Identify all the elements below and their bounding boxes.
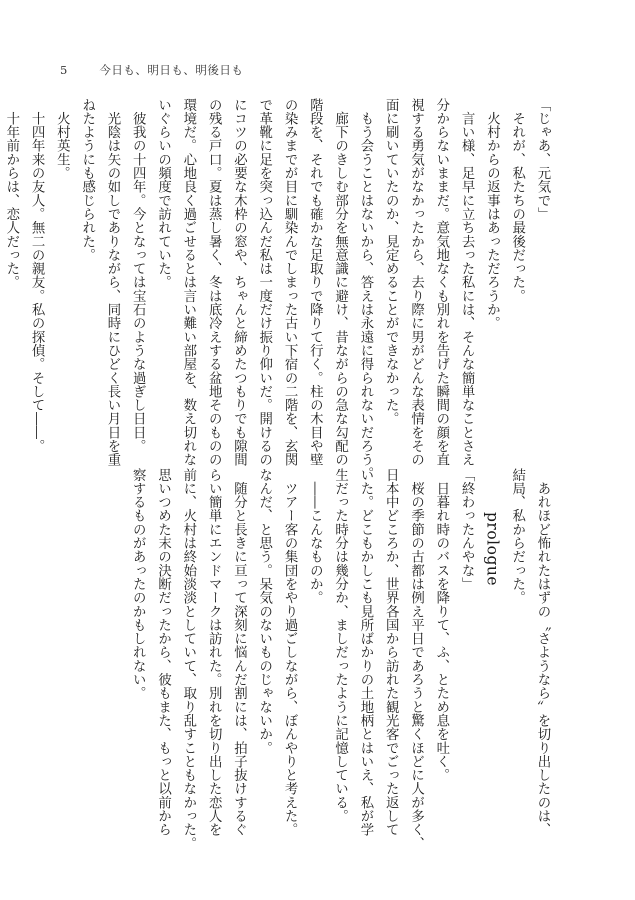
text-line: 生だった時分は幾分か、ましだったように記憶している。 [332, 468, 348, 823]
text-line: 面に刷いていたのか、見定めることができなかった。 [383, 98, 399, 426]
text-line: もう会うことはないから、答えは永遠に得られないだろう。 [357, 98, 373, 481]
epigraph-line: 結局、私からだった。 [509, 468, 525, 605]
text-line: 階段を、それでも確かな足取りで降りて行く。柱の木目や壁 [307, 98, 323, 467]
text-line: 「じゃあ、元気で」 [535, 98, 550, 221]
text-line: 十年前からは、恋人だった。 [3, 98, 19, 290]
text-line: 視する勇気がなかったから、去り際に男がどんな表情をその [408, 98, 424, 467]
text-line: いぐらいの頻度で訪れていた。 [155, 98, 171, 290]
text-line: ねたようにも感じられた。 [79, 98, 95, 262]
text-line: 彼我の十四年。今となっては宝石のような過ぎし日日。 [130, 98, 146, 453]
text-line: ――こんなものか。 [307, 468, 323, 605]
text-line: 日暮れ時のバスを降りて、ふ、とため息を吐く。 [433, 468, 449, 782]
text-line: 火村からの返事はあっただろうか。 [484, 98, 500, 331]
chapter-text-lower [125, 468, 555, 850]
chapter-text-upper [0, 98, 555, 480]
text-line: の残る戸口。夏は蒸し暑く、冬は底冷えする盆地そのものの [206, 98, 222, 467]
text-line: 随分と長きに亘って深刻に悩んだ割には、拍子抜けするぐ [231, 468, 247, 837]
page-number: 5 [60, 63, 68, 77]
text-line: 桜の季節の古都は例え平日であろうと驚くほどに人が多く、 [408, 468, 424, 851]
text-line: らい簡単にエンドマークは訪れた。別れを切り出した恋人を [206, 468, 222, 837]
text-line: いた。どこもかしこも見所ばかりの土地柄とはいえ、私が学 [357, 468, 373, 837]
text-line: 言い様、足早に立ち去った私には、そんな簡単なことさえ [459, 98, 475, 467]
text-line: 環境だ。心地良く過ごせるとは言い難い部屋を、数え切れな [180, 98, 196, 467]
text-line: 火村英生。 [54, 98, 70, 180]
text-line: にコツの必要な木枠の窓や、ちゃんと締めたつもりでも隙間 [231, 98, 247, 467]
text-line: 察するものがあったのかもしれない。 [130, 468, 146, 701]
text-line: 分からないままだ。意気地なくも別れを告げた瞬間の顔を直 [433, 98, 449, 467]
text-line: で革靴に足を突っ込んだ私は一度だけ振り仰いだ。開けるの [256, 98, 272, 467]
text-line: それが、私たちの最後だった。 [509, 98, 525, 303]
section-title: prologue [483, 512, 502, 587]
text-line: ツアー客の集団をやり過ごしながら、ぼんやりと考えた。 [282, 468, 298, 837]
text-line: 「終わったんやな」 [459, 468, 475, 591]
text-line: 十四年来の友人。無二の親友。私の探偵。そして――。 [29, 98, 45, 453]
text-line: 日本中どころか、世界各国から訪れた観光客でごった返して [383, 468, 399, 837]
text-line: なんだ、と思う。呆気のないものじゃないか。 [256, 468, 272, 755]
text-line: 思いつめた末の決断だったから、彼もまた、もっと以前から [155, 468, 171, 837]
page-header [60, 62, 243, 78]
epigraph-line: あれほど怖れたはずの〝さようなら〟を切り出したのは、 [535, 468, 550, 837]
text-line: 光陰は矢の如しでありながら、同時にひどく長い月日を重 [104, 98, 120, 467]
running-title: 今日も、明日も、明後日も [99, 63, 244, 77]
text-line: 前に、火村は終始淡淡としていて、取り乱すこともなかった。 [180, 468, 196, 851]
text-line: 廊下のきしむ部分を無意識に避け、昔ながらの急な勾配の [332, 98, 348, 467]
text-line: の染みまでが目に馴染んでしまった古い下宿の二階を、玄関 [282, 98, 298, 467]
